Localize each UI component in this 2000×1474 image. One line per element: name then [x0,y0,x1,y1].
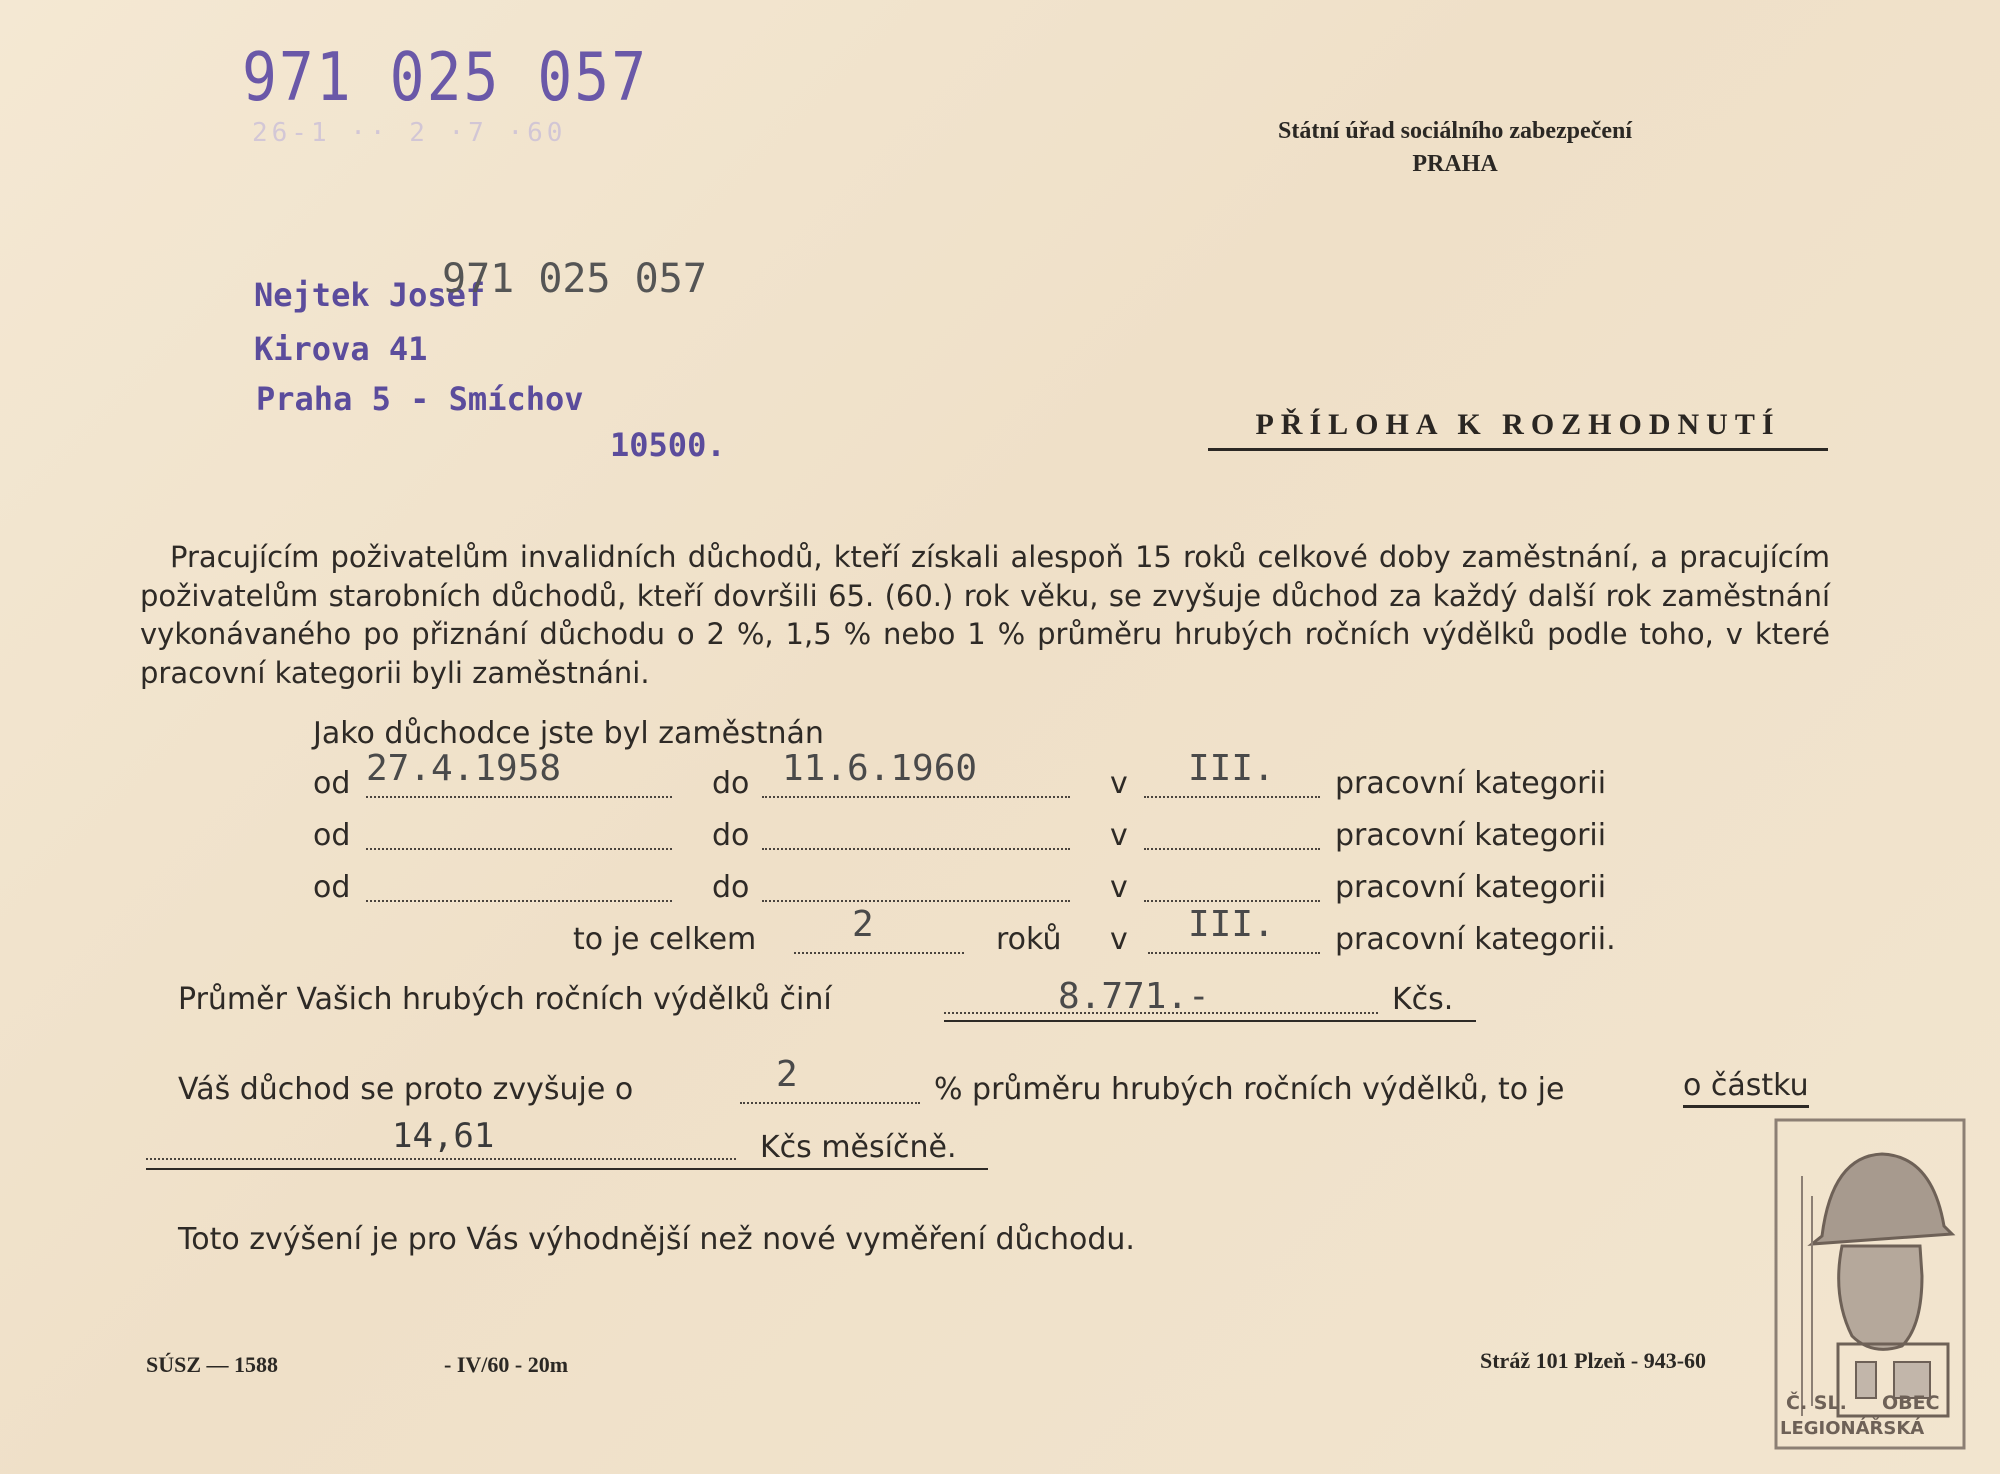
row1-in-label: v [1110,766,1128,801]
row3-to-label: do [712,870,750,905]
row1-from-line [366,796,672,798]
increase-mid-text: % průměru hrubých ročních výdělků, to je [934,1072,1565,1107]
average-value: 8.771.- [1058,976,1210,1017]
row3-category-line [1144,900,1320,902]
row3-category-label: pracovní kategorii [1335,870,1607,905]
row1-to-line [762,796,1070,798]
seal-text-line2: LEGIONÁŘSKÁ [1780,1418,1925,1439]
row3-from-label: od [313,870,351,905]
file-number-stamp: 971 025 057 [242,38,649,117]
total-years-value: 2 [852,904,874,945]
row1-from-value: 27.4.1958 [366,748,562,789]
total-category-value: III. [1188,904,1275,945]
row3-from-line [366,900,672,902]
row1-category-label: pracovní kategorii [1335,766,1607,801]
row2-to-label: do [712,818,750,853]
row2-in-label: v [1110,818,1128,853]
footer-printer: Stráž 101 Plzeň - 943-60 [1480,1348,1707,1373]
increase-percent-value: 2 [776,1054,798,1095]
intro-text: Pracujícím poživatelům invalidních důchodů, kteří získali alespoň 15 roků celkové doby zaměstnání, a pracujícím poživatelům starobních důchodů, kteří dovršili 65. (60.) rok věku, se zvyšuje důchod za každý další rok zaměstnání vykonávaného po přiznání důchodu o 2 %, 1,5 % nebo 1 % průměru hrubých ročních výdělků podle toho, v které pracovní kategorii byli zaměstnáni. [140,540,1830,690]
increase-label: Váš důchod se proto zvyšuje o [178,1072,634,1107]
faint-date-stamp: 26-1 ·· 2 ·7 ·60 [252,118,567,148]
amount-value: 14,61 [392,1116,495,1156]
row3-in-label: v [1110,870,1128,905]
recipient-name: Nejtek Josef [254,276,486,314]
increase-percent-line [740,1102,920,1104]
recipient-street: Kirova 41 [254,330,428,368]
recipient-city: Praha 5 - Smíchov [256,380,584,418]
average-currency: Kčs. [1392,982,1454,1017]
row1-to-label: do [712,766,750,801]
row1-category-line [1144,796,1320,798]
row2-to-line [762,848,1070,850]
employment-heading: Jako důchodce jste byl zaměstnán [313,716,824,751]
row1-category-value: III. [1188,748,1275,789]
intro-paragraph [140,538,1830,692]
amount-dotted-line [146,1158,736,1160]
row1-to-value: 11.6.1960 [782,748,978,789]
seal-text-line1: Č. SL. [1786,1392,1847,1414]
total-years-line [794,952,964,954]
legion-seal [1772,1116,1968,1452]
years-label: roků [996,922,1062,957]
amount-underline [146,1168,988,1170]
total-category-line [1148,952,1320,954]
average-label: Průměr Vašich hrubých ročních výdělků činí [178,982,832,1017]
row3-to-line [762,900,1070,902]
document-title: PŘÍLOHA K ROZHODNUTÍ [1208,408,1828,451]
total-category-label: pracovní kategorii. [1335,922,1616,957]
row1-from-label: od [313,766,351,801]
footer-edition: - IV/60 - 20m [444,1352,569,1377]
row2-from-line [366,848,672,850]
seal-text-line1b: OBEC [1882,1392,1940,1414]
closing-sentence: Toto zvýšení je pro Vás výhodnější než nové vyměření důchodu. [178,1222,1135,1257]
address-file-number: 971 025 057 [442,256,707,302]
amount-suffix: Kčs měsíčně. [760,1130,957,1165]
row2-category-label: pracovní kategorii [1335,818,1607,853]
footer-form-code: SÚSZ — 1588 [146,1352,279,1377]
total-in-label: v [1110,922,1128,957]
amount-label: o částku [1683,1068,1809,1108]
recipient-postcode: 10500. [610,426,726,464]
office-name: Státní úřad sociálního zabezpečení [1277,118,1632,144]
office-header [1195,118,1715,178]
row2-from-label: od [313,818,351,853]
total-label: to je celkem [573,922,757,957]
office-city: PRAHA [1412,151,1498,177]
average-underline [944,1020,1476,1022]
row2-category-line [1144,848,1320,850]
